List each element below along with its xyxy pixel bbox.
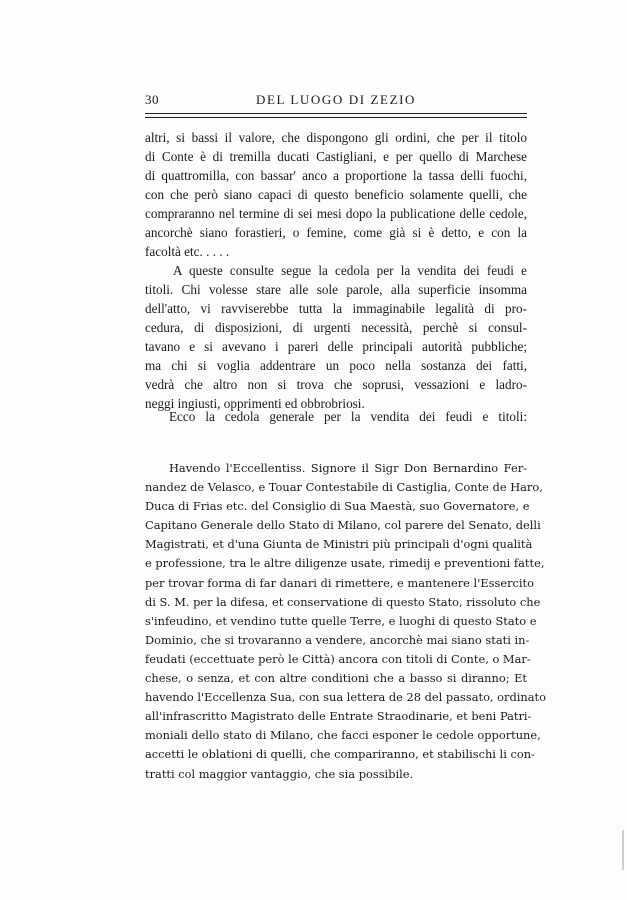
quote-line: per trovar forma di far danari di rimettere, e mantenere l'Essercito bbox=[145, 575, 534, 590]
text-line: altri, si bassi il valore, che dispongono gli ordini, che per il titolo bbox=[145, 130, 527, 145]
text-line: cedura, di disposizioni, di urgenti necessità, perchè si consul- bbox=[145, 320, 527, 335]
header-rule-bottom bbox=[145, 117, 527, 118]
quote-line: s'infeudino, et vendino tutte quelle Terre, e luoghi di questo Stato e bbox=[145, 613, 537, 628]
text-line: facoltà etc. . . . . bbox=[145, 244, 230, 259]
header-rule-top bbox=[145, 113, 527, 114]
quote-line: feudati (eccettuate però le Città) ancora con titoli di Conte, o Mar- bbox=[145, 651, 531, 666]
quote-line: Magistrati, et d'una Giunta de Ministri più principali d'ogni qualità bbox=[145, 537, 533, 552]
text-line: dell'atto, vi ravviserebbe tutta la immaginabile legalità di pro- bbox=[145, 301, 527, 316]
running-title: DEL LUOGO DI ZEZIO bbox=[255, 92, 417, 107]
page-number: 30 bbox=[145, 92, 159, 107]
quote-line: chese, o senza, et con altre conditioni che a basso si diranno; Et bbox=[145, 671, 527, 686]
quote-line: accetti le oblationi di quelli, che compariranno, et stabilischi li con- bbox=[145, 747, 535, 762]
text-line: neggi ingiusti, opprimenti ed obbrobriosi. bbox=[145, 396, 365, 411]
quote-line: Capitano Generale dello Stato di Milano, col parere del Senato, delli bbox=[145, 518, 541, 533]
quote-line: Dominio, che si trovaranno a vendere, ancorchè mai siano stati in- bbox=[145, 632, 530, 647]
paragraph-intro-cedola bbox=[145, 407, 527, 426]
paragraph-consulte bbox=[145, 261, 527, 413]
text-line: A queste consulte segue la cedola per la vendita dei feudi e bbox=[173, 263, 527, 278]
quote-line: nandez de Velasco, e Touar Contestabile di Castiglia, Conte de Haro, bbox=[145, 480, 543, 495]
text-line: titoli. Chi volesse stare alle sole parole, alla superficie insomma bbox=[145, 282, 527, 297]
text-line: con che però siano capaci di questo beneficio solamente quelli, che bbox=[145, 187, 527, 202]
paragraph-continuation bbox=[145, 128, 527, 261]
text-line: compraranno nel termine di sei mesi dopo la publicatione delle cedole, bbox=[145, 206, 527, 221]
quote-line: e professione, tra le altre diligenze usate, rimedij e preventioni fatte, bbox=[145, 556, 545, 571]
text-line: di quattromilla, con bassar' anco a proportione la tassa delli fuochi, bbox=[145, 168, 527, 183]
text-line: ma chi si voglia addentrare un poco nella sostanza dei fatti, bbox=[145, 358, 527, 373]
quote-line: havendo l'Eccellenza Sua, con sua lettera de 28 del passato, ordinato bbox=[145, 690, 546, 705]
quote-line: all'infrascritto Magistrato delle Entrate Straodinarie, et beni Patri- bbox=[145, 709, 532, 724]
text-line: vedrà che altro non si trova che soprusi, vessazioni e ladro- bbox=[145, 377, 527, 392]
text-line: Ecco la cedola generale per la vendita dei feudi e titoli: bbox=[169, 409, 527, 424]
scan-edge-mark bbox=[622, 830, 624, 870]
text-line: tavano e si avevano i pareri delle principali autorità pubbliche; bbox=[145, 339, 527, 354]
quote-line: moniali dello stato di Milano, che facci esponer le cedole opportune, bbox=[145, 728, 541, 743]
quote-line: Duca di Frias etc. del Consiglio di Sua Maestà, suo Governatore, e bbox=[145, 499, 530, 514]
text-line: ancorchè siano forastieri, o femine, come già si è detto, e con la bbox=[145, 225, 527, 240]
quote-line: Havendo l'Eccellentiss. Signore il Sigr Don Bernardino Fer- bbox=[169, 461, 527, 475]
page-header bbox=[145, 92, 527, 110]
quote-line: tratti col maggior vantaggio, che sia possibile. bbox=[145, 766, 414, 781]
cedola-quotation bbox=[145, 459, 546, 784]
text-line: di Conte è di tremilla ducati Castigliani, e per quello di Marchese bbox=[145, 149, 527, 164]
quote-line: di S. M. per la difesa, et conservatione di questo Stato, rissoluto che bbox=[145, 594, 541, 609]
